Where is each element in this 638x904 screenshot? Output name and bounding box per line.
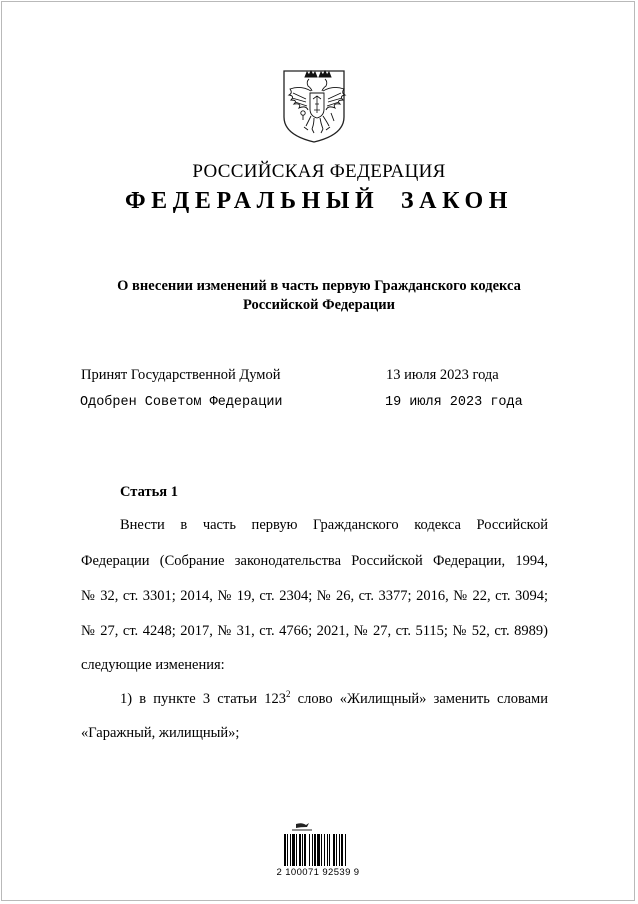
law-title-line-1: О внесении изменений в часть первую Гражданского кодекса xyxy=(117,278,521,294)
law-title xyxy=(60,277,578,315)
article-text-line-5: следующие изменения: xyxy=(81,657,225,673)
barcode-image xyxy=(282,822,354,868)
article-text-line-4: № 27, ст. 4248; 2017, № 31, ст. 4766; 2021, № 27, ст. 5115; № 52, ст. 8989) xyxy=(81,623,548,639)
amendment-item-1-suffix: слово «Жилищный» заменить словами xyxy=(290,691,548,707)
article-text-line-1: Внести в часть первую Гражданского кодекса Российской xyxy=(120,517,548,533)
amendment-item-1-superscript: 2 xyxy=(285,689,291,699)
country-header: РОССИЙСКАЯ ФЕДЕРАЦИЯ xyxy=(192,161,446,182)
amendment-item-1-continuation: «Гаражный, жилищный»; xyxy=(81,725,240,741)
amendment-item-1-prefix: 1) в пункте 3 статьи 123 xyxy=(120,691,286,707)
amendment-item-1 xyxy=(120,691,548,708)
barcode-number: 2 100071 92539 9 xyxy=(276,867,360,878)
article-text-line-3: № 32, ст. 3301; 2014, № 19, ст. 2304; № 26, ст. 3377; 2016, № 22, ст. 3094; xyxy=(81,588,548,604)
duma-adoption-label: Принят Государственной Думой xyxy=(81,367,281,383)
law-title-line-2: Российской Федерации xyxy=(242,297,395,313)
coat-of-arms-emblem xyxy=(281,69,347,144)
document-type: ФЕДЕРАЛЬНЫЙ ЗАКОН xyxy=(124,188,514,214)
council-approval-date: 19 июля 2023 года xyxy=(385,395,523,410)
article-text-line-2: Федерации (Собрание законодательства Российской Федерации, 1994, xyxy=(81,553,548,569)
article-heading: Статья 1 xyxy=(120,484,178,500)
duma-adoption-date: 13 июля 2023 года xyxy=(386,367,499,383)
council-approval-label: Одобрен Советом Федерации xyxy=(80,395,283,410)
